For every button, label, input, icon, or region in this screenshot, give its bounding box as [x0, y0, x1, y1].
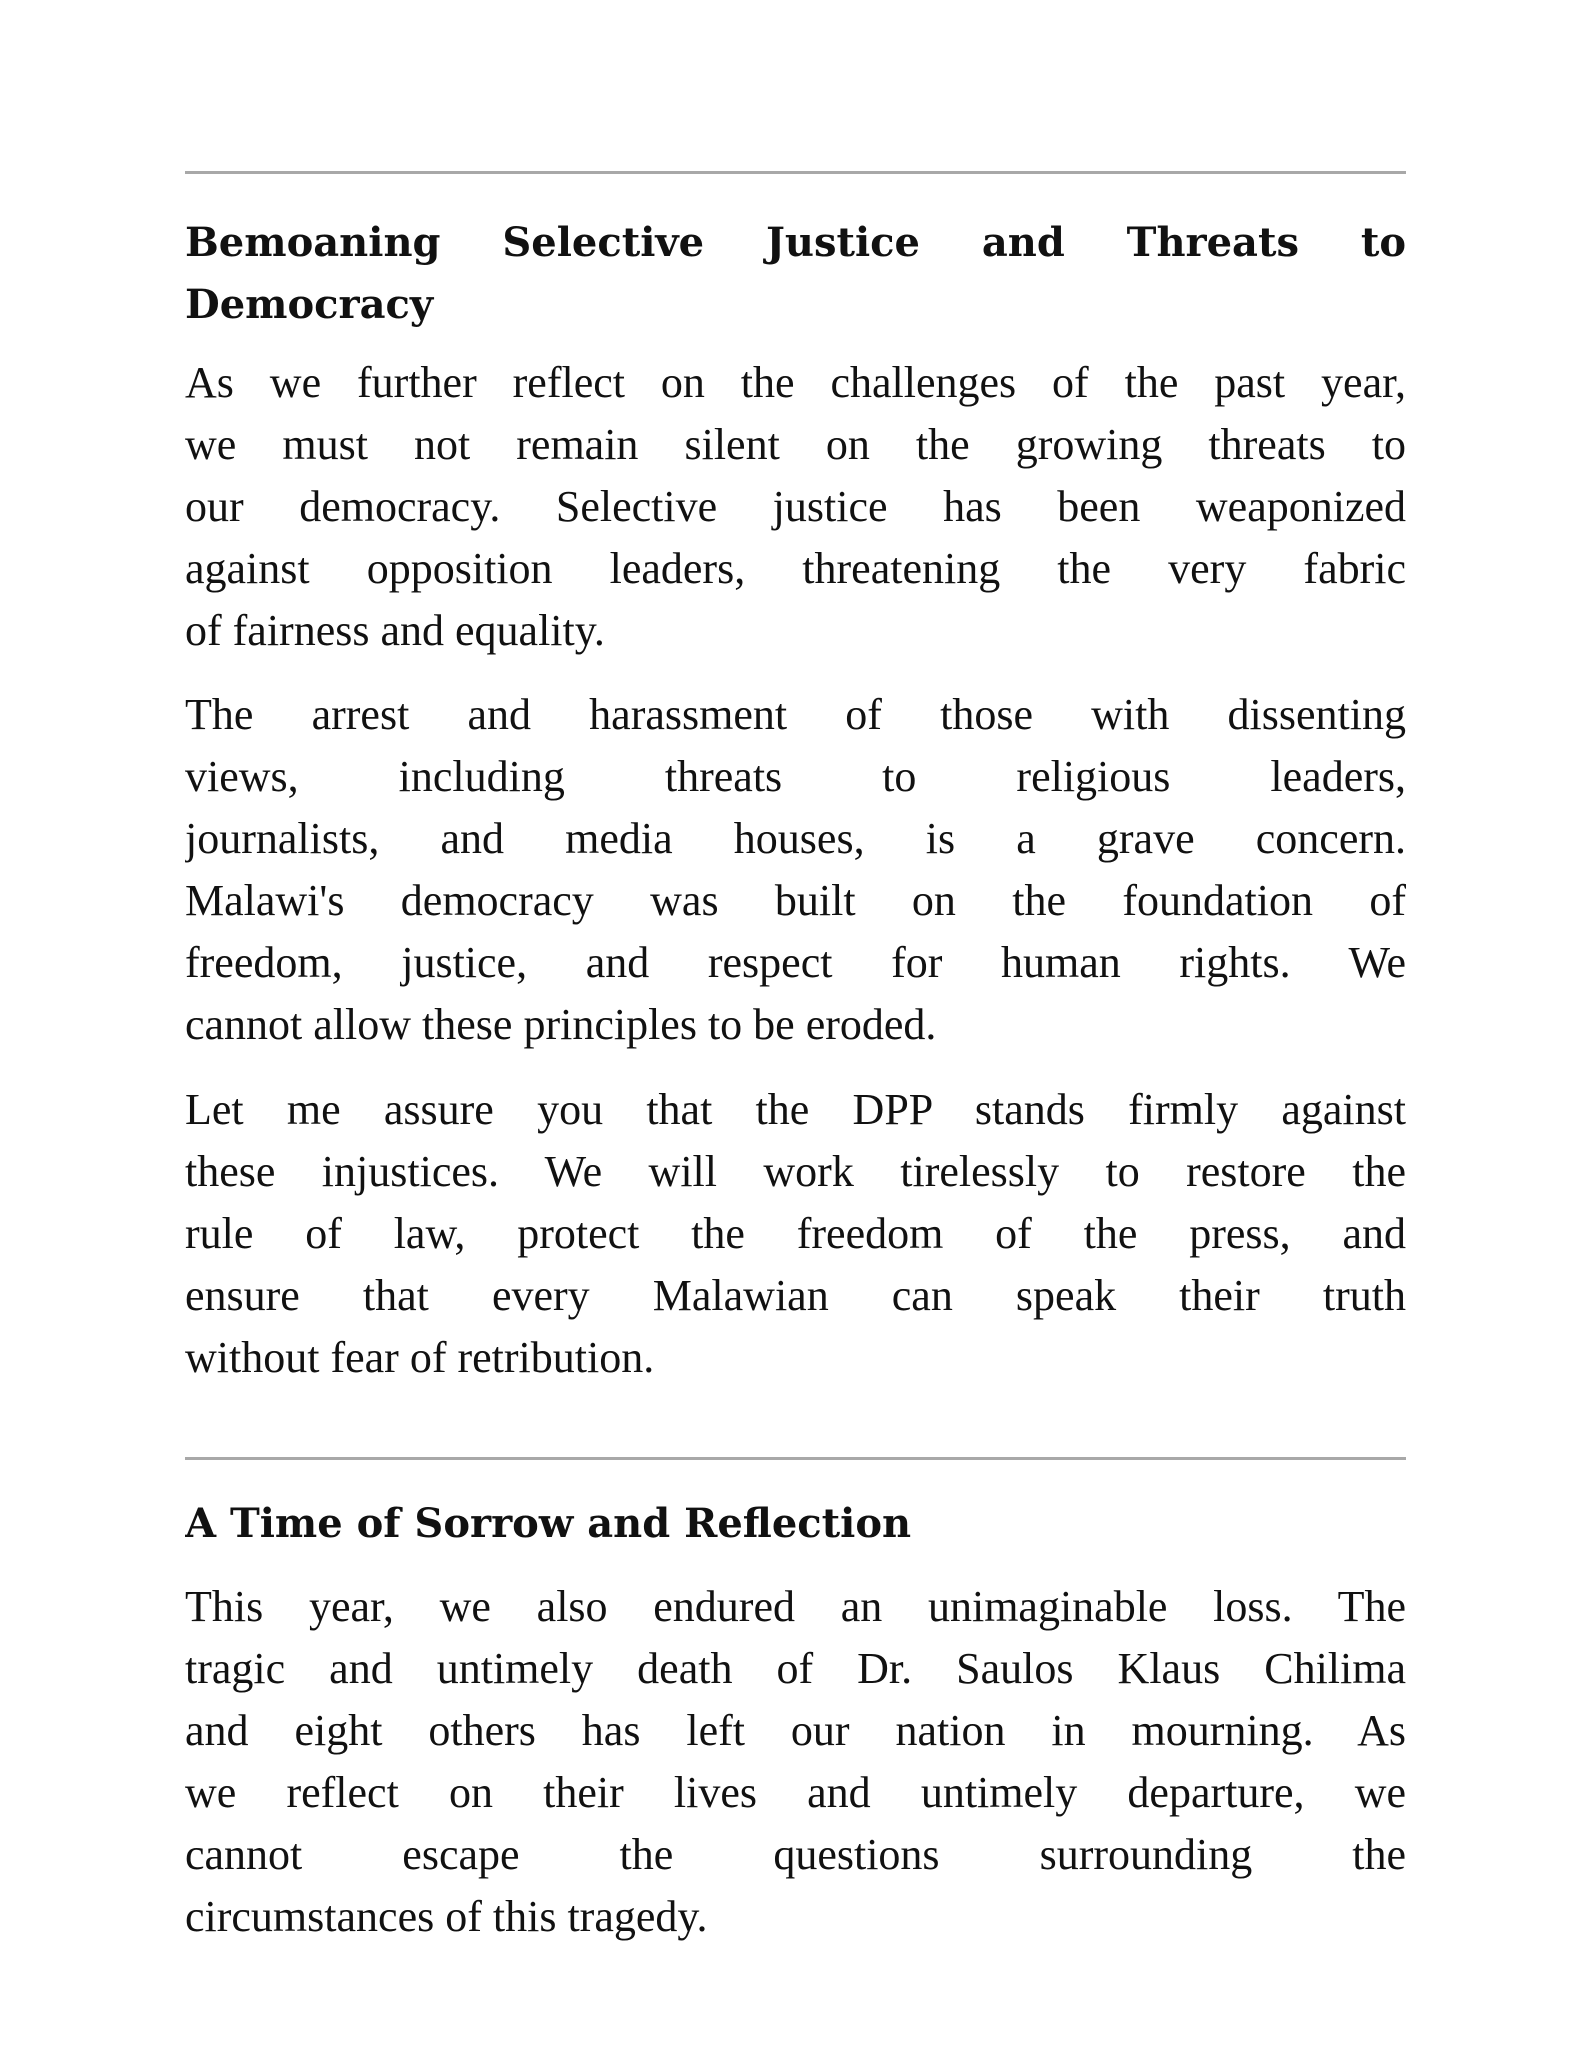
text-line: freedom, justice, and respect for human rights. We [185, 938, 1406, 987]
text-line: As we further reflect on the challenges of the past year, [185, 358, 1406, 407]
section-heading [185, 212, 1406, 336]
section-heading [185, 1493, 1406, 1555]
text-line: rule of law, protect the freedom of the press, and [185, 1209, 1406, 1258]
paragraph [185, 1576, 1406, 1948]
text-line: Bemoaning Selective Justice and Threats to [185, 219, 1406, 266]
text-line: A Time of Sorrow and Reflection [185, 1500, 912, 1547]
text-line: The arrest and harassment of those with dissenting [185, 690, 1406, 739]
text-line: these injustices. We will work tirelessly to restore the [185, 1147, 1406, 1196]
text-line: of fairness and equality. [185, 606, 605, 655]
text-line: circumstances of this tragedy. [185, 1892, 708, 1941]
text-line: tragic and untimely death of Dr. Saulos Klaus Chilima [185, 1644, 1406, 1693]
text-line: This year, we also endured an unimaginable loss. The [185, 1582, 1406, 1631]
text-line: against opposition leaders, threatening the very fabric [185, 544, 1406, 593]
text-line: Let me assure you that the DPP stands firmly against [185, 1085, 1406, 1134]
text-line: we must not remain silent on the growing threats to [185, 420, 1406, 469]
text-line: journalists, and media houses, is a grave concern. [185, 814, 1406, 863]
text-line: our democracy. Selective justice has been weaponized [185, 482, 1406, 531]
text-line: Malawi's democracy was built on the foundation of [185, 876, 1406, 925]
section-divider [185, 1457, 1406, 1460]
paragraph [185, 352, 1406, 662]
paragraph [185, 684, 1406, 1056]
section-divider [185, 171, 1406, 174]
text-line: ensure that every Malawian can speak their truth [185, 1271, 1406, 1320]
text-line: cannot escape the questions surrounding the [185, 1830, 1406, 1879]
text-line: Democracy [185, 281, 434, 328]
text-line: cannot allow these principles to be eroded. [185, 1000, 937, 1049]
text-line: we reflect on their lives and untimely departure, we [185, 1768, 1406, 1817]
text-line: without fear of retribution. [185, 1333, 655, 1382]
text-line: and eight others has left our nation in mourning. As [185, 1706, 1406, 1755]
text-line: views, including threats to religious leaders, [185, 752, 1406, 801]
paragraph [185, 1079, 1406, 1389]
